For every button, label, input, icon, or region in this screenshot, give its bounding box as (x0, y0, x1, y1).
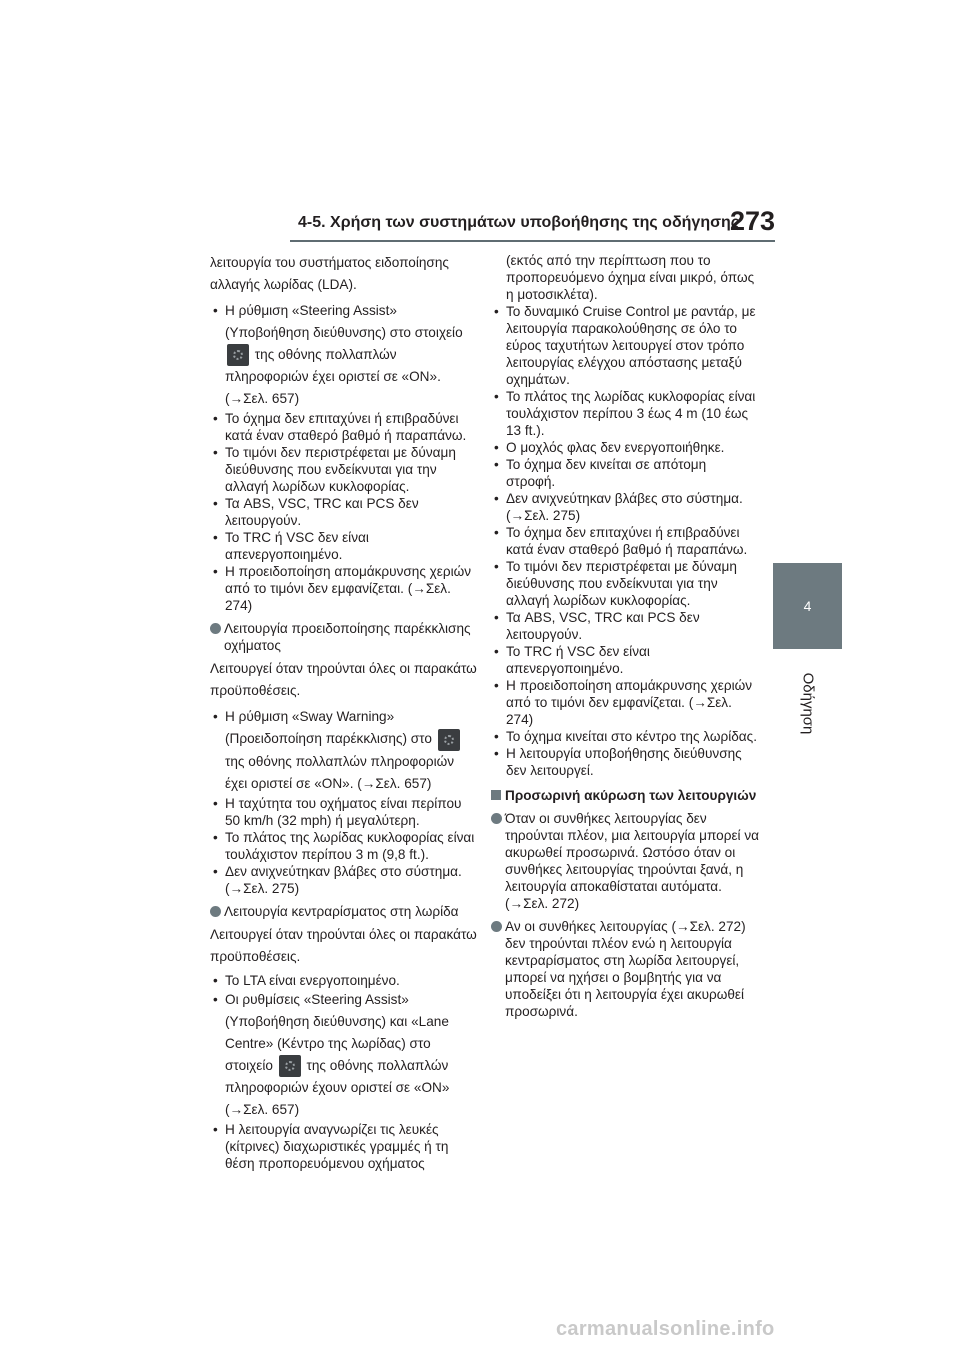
list-item-text: της οθόνης πολλαπλών πληροφοριών έχουν οριστεί σε «ON» (→Σελ. 657) (225, 1057, 450, 1118)
list-item: • Το LTA είναι ενεργοποιημένο. (210, 972, 478, 989)
note-item (491, 810, 759, 912)
left-column (210, 252, 478, 1172)
list-item: • Η ταχύτητα του οχήματος είναι περίπου 50 km/h (32 mph) ή μεγαλύτερη. (210, 795, 478, 829)
section-heading-square (491, 787, 759, 804)
list-item: • Το TRC ή VSC δεν είναι απενεργοποιημένο. (210, 529, 478, 563)
circle-bullet-icon (491, 921, 502, 932)
page-number: 273 (730, 206, 776, 236)
square-bullet-icon (491, 790, 501, 800)
list-item-text: Η ρύθμιση «Sway Warning» (Προειδοποίηση παρέκκλισης) στο (225, 709, 432, 747)
list-item (210, 989, 478, 1121)
footer-watermark: carmanualsonline.info (556, 1318, 775, 1340)
list-item: • Τα ABS, VSC, TRC και PCS δεν λειτουργούν. (210, 495, 478, 529)
note-text: Όταν οι συνθήκες λειτουργίας δεν τηρούνται πλέον, μια λειτουργία μπορεί να ακυρωθεί προσωρινά. Ωστόσο όταν οι συνθήκες λειτουργίας τηρούνται ξανά, η λειτουργία αποκαθίσταται αυτόματα. (→Σελ. 272) (505, 811, 759, 911)
list-item: • Η προειδοποίηση απομάκρυνσης χεριών από το τιμόνι δεν εμφανίζεται. (→Σελ. 274) (210, 563, 478, 614)
conditions-paragraph: Λειτουργεί όταν τηρούνται όλες οι παρακάτω προϋποθέσεις. (210, 661, 477, 699)
circle-bullet-icon (210, 906, 221, 917)
list-item-text: της οθόνης πολλαπλών πληροφοριών έχει οριστεί σε «ON». (→Σελ. 657) (225, 347, 441, 407)
list-item: • Το πλάτος της λωρίδας κυκλοφορίας είναι τουλάχιστον περίπου 3 m (9,8 ft.). (210, 829, 478, 863)
right-column (491, 252, 759, 1024)
list-item: • Η προειδοποίηση απομάκρυνσης χεριών από το τιμόνι δεν εμφανίζεται. (→Σελ. 274) (491, 677, 759, 728)
list-item: • Δεν ανιχνεύτηκαν βλάβες στο σύστημα. (→Σελ. 275) (210, 863, 478, 897)
list-item: • Το τιμόνι δεν περιστρέφεται με δύναμη διεύθυνσης που ενδείκνυται για την αλλαγή λωρίδων κυκλοφορίας. (210, 444, 478, 495)
header-rule (290, 240, 775, 242)
list-item: • Τα ABS, VSC, TRC και PCS δεν λειτουργούν. (491, 609, 759, 643)
conditions-paragraph: Λειτουργεί όταν τηρούνται όλες οι παρακάτω προϋποθέσεις. (210, 926, 477, 964)
circle-bullet-icon (491, 813, 502, 824)
section-heading-text: Λειτουργία προειδοποίησης παρέκκλισης οχήματος (224, 621, 471, 654)
list-item: • Το όχημα δεν κινείται σε απότομη στροφή. (491, 456, 759, 490)
chapter-tab[interactable]: 4 (773, 563, 842, 649)
chapter-label-text: Οδήγηση (799, 672, 817, 734)
list-item: • Το όχημα δεν επιταχύνει ή επιβραδύνει κατά έναν σταθερό βαθμό ή παραπάνω. (210, 410, 478, 444)
settings-gear-icon (279, 1055, 301, 1077)
note-item (491, 918, 759, 1020)
list-item: • Το πλάτος της λωρίδας κυκλοφορίας είναι τουλάχιστον περίπου 3 έως 4 m (10 έως 13 ft.). (491, 388, 759, 439)
list-item (210, 706, 478, 794)
list-item: • Το όχημα κινείται στο κέντρο της λωρίδας. (491, 728, 759, 745)
list-item: • Το δυναμικό Cruise Control με ραντάρ, με λειτουργία παρακολούθησης σε όλο το εύρος ταχυτήτων λειτουργεί στον τρόπο λειτουργίας ελέγχου απόστασης μεταξύ οχημάτων. (491, 303, 759, 388)
list-item: • Το όχημα δεν επιταχύνει ή επιβραδύνει κατά έναν σταθερό βαθμό ή παραπάνω. (491, 524, 759, 558)
header-title: 4-5. Χρήση των συστημάτων υποβοήθησης της οδήγησης (298, 214, 740, 231)
list-item-text: της οθόνης πολλαπλών πληροφοριών έχει οριστεί σε «ON». (→Σελ. 657) (225, 753, 455, 791)
list-item: • Το τιμόνι δεν περιστρέφεται με δύναμη διεύθυνσης που ενδείκνυται για την αλλαγή λωρίδων κυκλοφορίας. (491, 558, 759, 609)
section-heading (210, 620, 478, 654)
note-text: Αν οι συνθήκες λειτουργίας (→Σελ. 272) δεν τηρούνται πλέον ενώ η λειτουργία κεντραρίσματος στη λωρίδα λειτουργεί, μπορεί να ηχήσει ο βομβητής για να υποδείξει ότι η λειτουργία έχει ακυρωθεί προσωρινά. (505, 919, 746, 1019)
chapter-label (782, 658, 834, 748)
section-heading-text: Λειτουργία κεντραρίσματος στη λωρίδα (224, 903, 459, 919)
intro-paragraph: λειτουργία του συστήματος ειδοποίησης αλλαγής λωρίδας (LDA). (210, 255, 449, 292)
list-item: • Η λειτουργία υποβοήθησης διεύθυνσης δεν λειτουργεί. (491, 745, 759, 779)
list-item (210, 300, 478, 410)
list-item-continuation: (εκτός από την περίπτωση που το προπορευόμενο όχημα είναι μικρό, όπως η μοτοσικλέτα). (506, 253, 755, 302)
list-item-text: Οι ρυθμίσεις «Steering Assist» (Υποβοήθηση διεύθυνσης) και «Lane Centre» (Κέντρο της λωρίδας) στο στοιχείο (225, 991, 449, 1073)
settings-gear-icon (438, 729, 460, 751)
section-heading (210, 903, 478, 920)
list-item: • Ο μοχλός φλας δεν ενεργοποιήθηκε. (491, 439, 759, 456)
circle-bullet-icon (210, 623, 221, 634)
list-item-text: Η ρύθμιση «Steering Assist» (Υποβοήθηση διεύθυνσης) στο στοιχείο (225, 303, 463, 340)
settings-gear-icon (227, 344, 249, 366)
section-heading-text: Προσωρινή ακύρωση των λειτουργιών (505, 788, 757, 803)
list-item: • Η λειτουργία αναγνωρίζει τις λευκές (κίτρινες) διαχωριστικές γραμμές ή τη θέση προπορευόμενου οχήματος (210, 1121, 478, 1172)
list-item: • Το TRC ή VSC δεν είναι απενεργοποιημένο. (491, 643, 759, 677)
list-item: • Δεν ανιχνεύτηκαν βλάβες στο σύστημα. (→Σελ. 275) (491, 490, 759, 524)
